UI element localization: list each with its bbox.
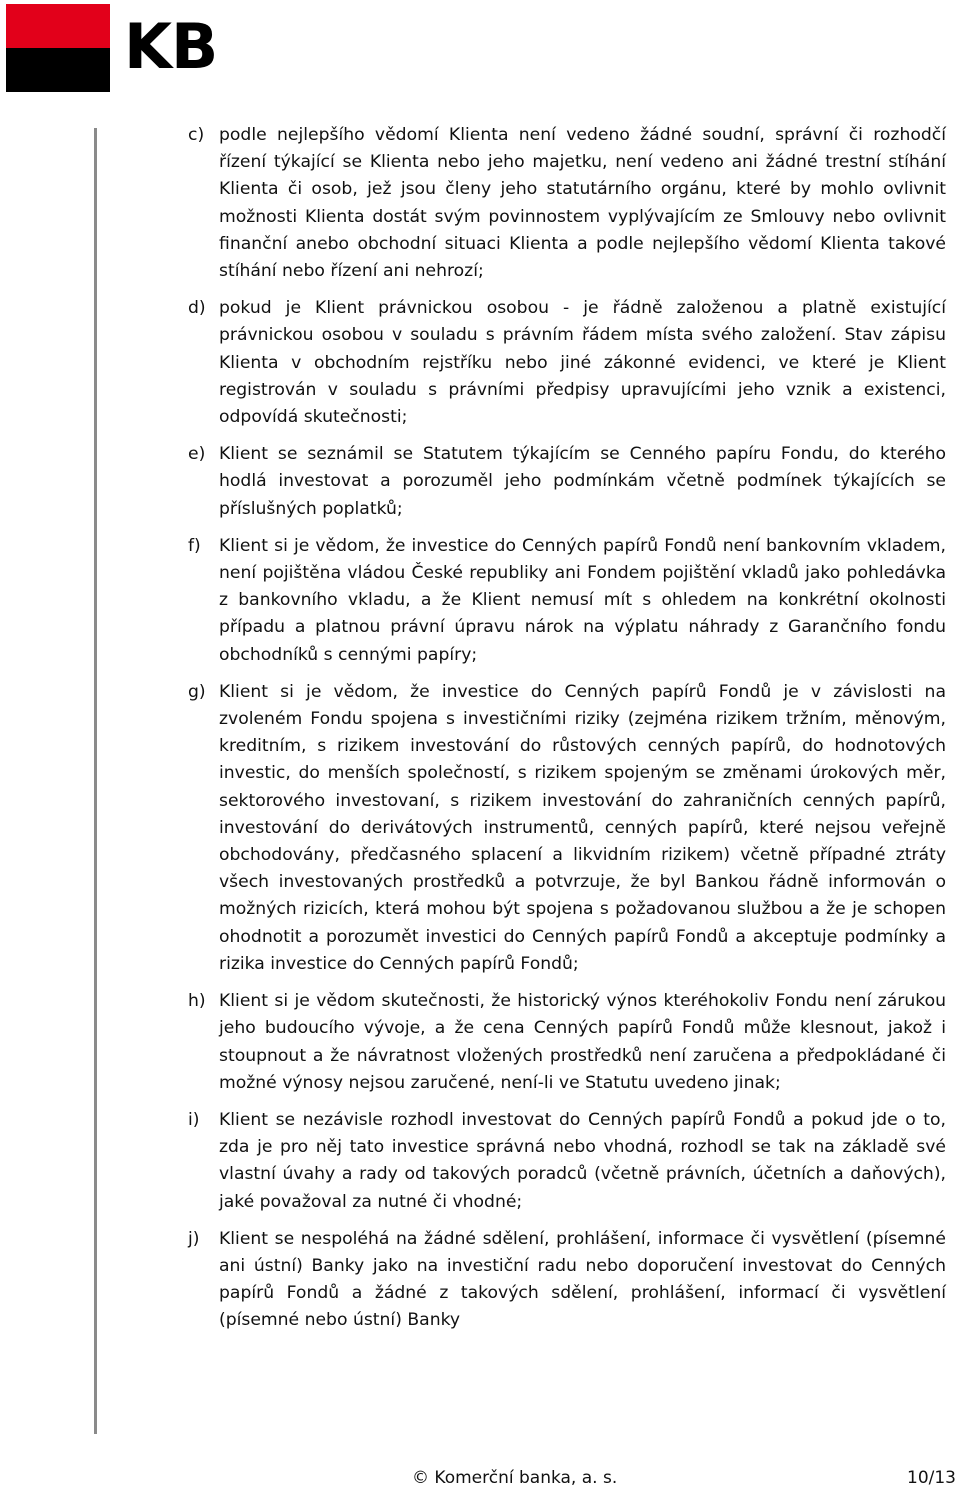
list-item-text: Klient si je vědom, že investice do Cenných papírů Fondů není bankovním vkladem, není pojištěna vládou České republiky ani Fondem pojištění vkladů jako pohledávka z bankovního vkladu, a že Klient nemusí mít s ohledem na konkrétní okolnosti případu a platnou právní úpravu nárok na výplatu náhrady z Garančního fondu obchodníků s cennými papíry; <box>219 535 946 665</box>
list-item <box>188 988 946 1097</box>
list-item-label: c) <box>188 125 205 145</box>
list-item-text: Klient si je vědom skutečnosti, že historický výnos kteréhokoliv Fondu není zárukou jeho budoucího vývoje, a že cena Cenných papírů Fondů může klesnout, jakož i stoupnout a že návratnost vložených prostředků není zaručena a předpokládané či možné výnosy nejsou zaručené, není-li ve Statutu uvedeno jinak; <box>219 991 946 1093</box>
list-item-label: f) <box>188 535 201 556</box>
list-item-label: i) <box>188 1109 200 1130</box>
list-item-label: d) <box>188 298 206 319</box>
list-item <box>188 1107 946 1216</box>
footer-copyright: © Komerční banka, a. s. <box>412 1468 618 1488</box>
list-item <box>188 679 946 978</box>
left-margin-rule <box>94 128 97 1434</box>
list-item-label: j) <box>188 1228 200 1249</box>
list-item-label: e) <box>188 444 206 465</box>
logo-square <box>6 4 110 92</box>
list-item <box>188 122 946 285</box>
list-item-text: pokud je Klient právnickou osobou - je řádně založenou a platně existující právnickou osobou v souladu s právním řádem místa svého založení. Stav zápisu Klienta v obchodním rejstříku nebo jiné zákonné evidenci, ve které je Klient registrován v souladu s právními předpisy upravujícími jeho vznik a existenci, odpovídá skutečnosti; <box>219 298 946 428</box>
list-item-text: Klient se nezávisle rozhodl investovat do Cenných papírů Fondů a pokud jde o to, zda je pro něj tato investice správná nebo vhodná, rozhodl se tak na základě své vlastní úvahy a rady od takových poradců (včetně právních, účetních a daňových), jaké považoval za nutné či vhodné; <box>219 1109 946 1212</box>
list-item-label: h) <box>188 991 206 1012</box>
list-item <box>188 295 946 431</box>
logo-text: KB <box>124 10 218 83</box>
logo-red-band <box>6 4 110 48</box>
list-item <box>188 441 946 523</box>
list-item-text: Klient si je vědom, že investice do Cenných papírů Fondů je v závislosti na zvoleném Fondu spojena s investičními riziky (zejména rizikem tržním, měnovým, kreditním, s rizikem investování do růstových cenných papírů, do hodnotových investic, do menších společností, s rizikem spojeným se změnami úrokových měr, sektorového investovaní, s rizikem investování do zahraničních cenných papírů, investování do derivátových instrumentů, cenných papírů, které nejsou veřejně obchodovány, předčasného splacení a likvidním rizikem) včetně případné ztráty všech investovaných prostředků a potvrzuje, že byl Bankou řádně informován o možných rizicích, která mohou být spojena s požadovanou službou a že je schopen ohodnotit a porozumět investici do Cenných papírů Fondů a akceptuje podmínky a rizika investice do Cenných papírů Fondů; <box>219 681 946 974</box>
list-item-text: Klient se nespoléhá na žádné sdělení, prohlášení, informace či vysvětlení (písemné ani ústní) Banky jako na investiční radu nebo doporučení investovat do Cenných papírů Fondů a žádné z takových sdělení, prohlášení, informací či vysvětlení (písemné nebo ústní) Banky <box>219 1228 946 1331</box>
list-item-text: Klient se seznámil se Statutem týkajícím se Cenného papíru Fondu, do kterého hodlá investovat a porozuměl jeho podmínkám včetně podmínek týkajících se příslušných poplatků; <box>219 444 946 519</box>
document-body <box>188 122 946 1345</box>
list-item <box>188 533 946 669</box>
kb-logo <box>6 4 262 92</box>
list-item-label: g) <box>188 681 206 702</box>
list-item-text: podle nejlepšího vědomí Klienta není vedeno žádné soudní, správní či rozhodčí řízení týkající se Klienta nebo jeho majetku, není vedeno ani žádné trestní stíhání Klienta či osob, jež jsou členy jeho statutárního orgánu, které by mohlo ovlivnit možnosti Klienta dostát svým povinnostem vyplývajícím ze Smlouvy nebo ovlivnit finanční anebo obchodní situaci Klienta a podle nejlepšího vědomí Klienta takové stíhání nebo řízení ani nehrozí; <box>219 125 946 282</box>
page-number: 10/13 <box>907 1468 956 1488</box>
list-item <box>188 1226 946 1335</box>
